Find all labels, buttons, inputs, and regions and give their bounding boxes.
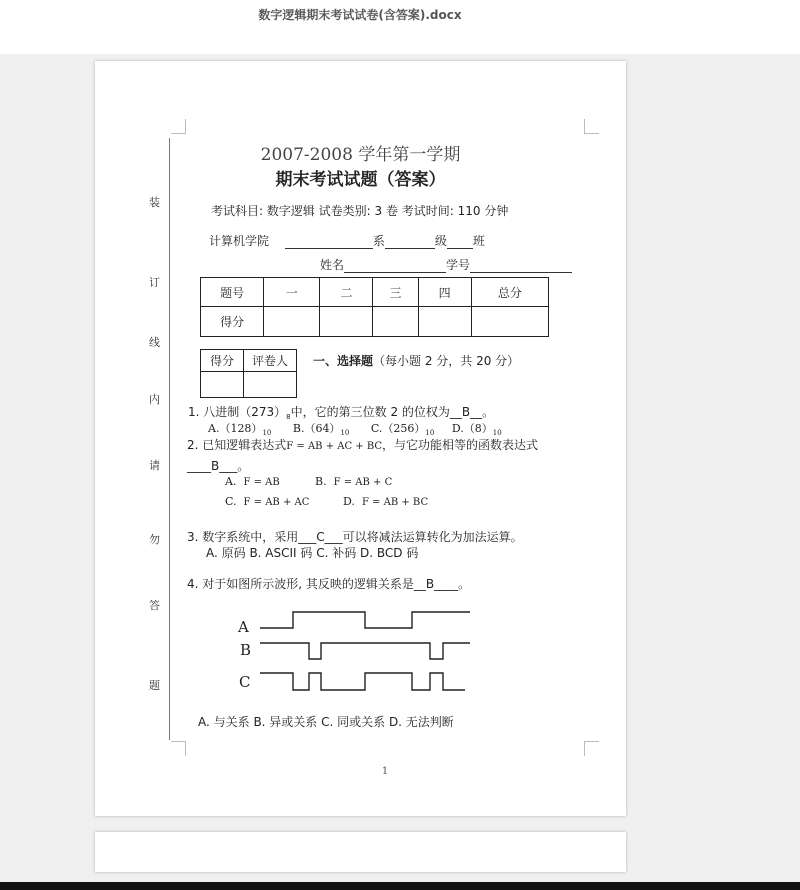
title-bar [0, 0, 800, 54]
q1-base: 8 [286, 413, 291, 421]
q2-text-end: ，与它功能相等的函数表达式 [382, 438, 539, 452]
section-1-heading [313, 352, 519, 369]
section-1-title: 一、选择题 [313, 354, 374, 368]
q1-option-b: B.（64） [292, 422, 341, 435]
q2-option-c-expr: F = AB + AC [243, 497, 310, 508]
waveform-diagram [225, 601, 485, 701]
section-1-note: （每小题 2 分，共 20 分） [373, 354, 520, 368]
score-cell [373, 307, 418, 337]
question-3: 3. 数字系统中，采用___C___可以将减法运算转化为加法运算。 [187, 530, 523, 544]
side-char: 线 [149, 336, 160, 349]
exam-info-line: 考试科目: 数字逻辑 试卷类别: 3 卷 考试时间: 110 分钟 [211, 204, 509, 218]
side-char: 请 [149, 459, 160, 472]
q2-option-a [225, 475, 280, 488]
grader-table [200, 349, 297, 398]
dept-label: 系 [372, 234, 385, 248]
q2-option-b-expr: F = AB + C [333, 477, 393, 488]
crop-mark [584, 741, 599, 756]
side-char: 题 [149, 679, 160, 692]
q2-option-c-label: C. [225, 495, 237, 508]
q4-options: A. 与关系 B. 异或关系 C. 同或关系 D. 无法判断 [198, 715, 454, 729]
wave-label-a: A [238, 618, 249, 636]
binding-line [169, 138, 170, 740]
q2-option-d-label: D. [343, 495, 355, 508]
question-2 [187, 436, 538, 453]
score-cell [320, 307, 373, 337]
subscript: 10 [492, 429, 502, 437]
waveform-b [260, 643, 470, 659]
score-header: 总分 [471, 278, 548, 307]
q2-option-b-label: B. [315, 475, 327, 488]
grader-score-label: 得分 [201, 350, 244, 372]
page-number: 1 [381, 766, 389, 777]
score-header: 题号 [201, 278, 264, 307]
score-cell [264, 307, 320, 337]
waveform-a [260, 612, 470, 628]
grade-label: 级 [434, 234, 447, 248]
class-label: 班 [472, 234, 485, 248]
q2-answer: ____B___。 [187, 459, 250, 473]
question-1 [188, 403, 494, 421]
name-id-line [320, 256, 572, 273]
subscript: 10 [340, 429, 350, 437]
q2-text: 2. 已知逻辑表达式 [187, 438, 287, 452]
score-cell [418, 307, 471, 337]
q1-option-d: D.（8） [451, 422, 493, 435]
wave-label-b: B [240, 641, 252, 659]
crop-mark [584, 119, 599, 134]
score-table [200, 277, 549, 337]
q2-option-d [343, 495, 428, 508]
q1-option-c: C.（256） [370, 422, 426, 435]
score-header: 二 [320, 278, 373, 307]
crop-mark [171, 741, 186, 756]
q1-option-a: A.（128） [208, 422, 263, 435]
score-header: 四 [418, 278, 471, 307]
q1-options [208, 420, 502, 437]
student-id-label: 学号 [446, 258, 471, 272]
document-page-2 [95, 832, 626, 872]
score-header: 三 [373, 278, 418, 307]
college-label: 计算机学院 [209, 234, 270, 248]
subscript: 10 [262, 429, 272, 437]
crop-mark [171, 119, 186, 134]
q2-option-b [315, 475, 392, 488]
q2-option-c [225, 495, 309, 508]
bottom-bar [0, 882, 800, 890]
side-char: 内 [149, 393, 160, 406]
q1-text-end: 中，它的第三位数 2 的位权为__B__。 [290, 405, 495, 419]
side-char: 装 [149, 196, 160, 209]
waveform-c [260, 673, 465, 690]
grader-cell [201, 372, 244, 398]
score-row-label: 得分 [201, 307, 264, 337]
question-4: 4. 对于如图所示波形, 其反映的逻辑关系是__B____。 [187, 577, 471, 591]
q3-options: A. 原码 B. ASCII 码 C. 补码 D. BCD 码 [206, 546, 419, 560]
q2-option-a-expr: F = AB [243, 477, 280, 488]
score-cell [471, 307, 548, 337]
exam-title: 期末考试试题（答案） [275, 170, 446, 190]
grader-label: 评卷人 [244, 350, 297, 372]
side-char: 答 [149, 599, 160, 612]
document-title: 数字逻辑期末考试试卷(含答案).docx [258, 8, 462, 22]
score-header: 一 [264, 278, 320, 307]
wave-label-c: C [239, 673, 251, 691]
exam-year-title: 2007-2008 学年第一学期 [260, 145, 461, 165]
q2-option-a-label: A. [225, 475, 237, 488]
college-line [209, 232, 485, 249]
side-char: 勿 [149, 533, 160, 546]
q2-expression: F = AB + AC + BC [286, 441, 383, 452]
subscript: 10 [425, 429, 435, 437]
grader-cell [244, 372, 297, 398]
name-label: 姓名 [320, 258, 345, 272]
q2-option-d-expr: F = AB + BC [361, 497, 429, 508]
side-char: 订 [149, 276, 160, 289]
document-page-1 [95, 61, 626, 816]
q1-text: 1. 八进制（273） [188, 405, 287, 419]
